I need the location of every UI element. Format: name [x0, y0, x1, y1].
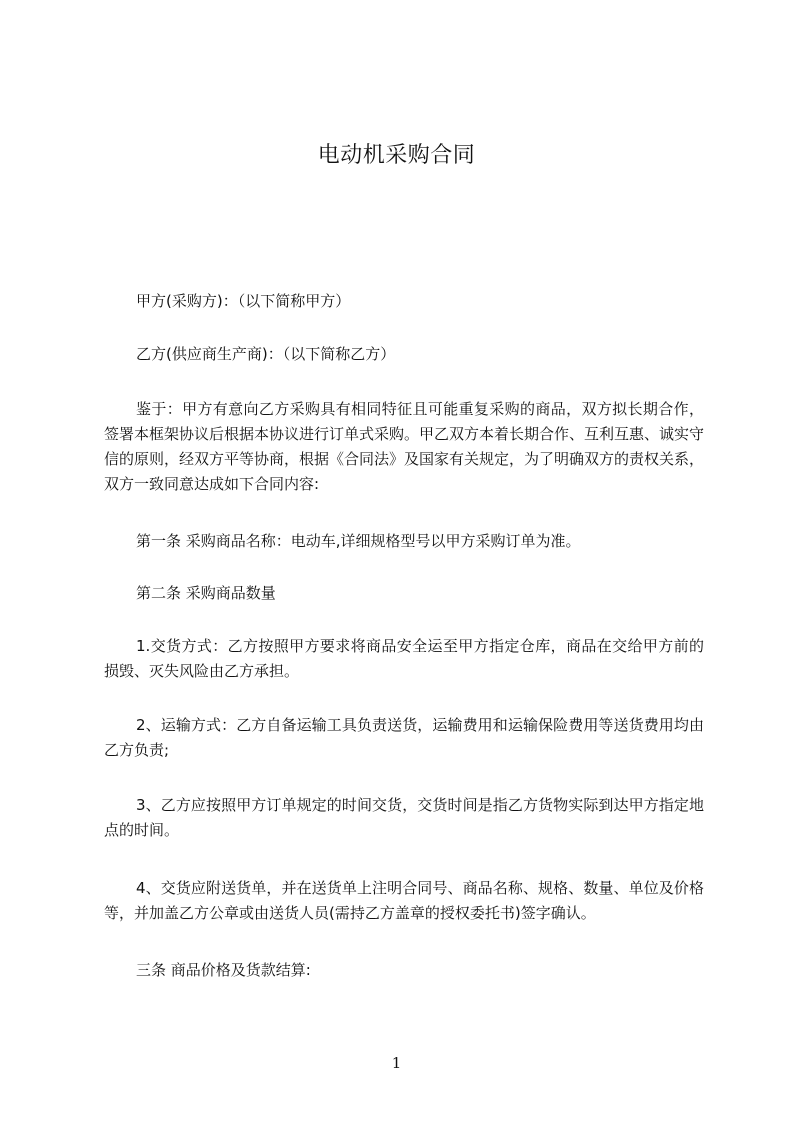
delivery-note-item: 4、交货应附送货单，并在送货单上注明合同号、商品名称、规格、数量、单位及价格等，并加盖乙方公章或由送货人员(需持乙方盖章的授权委托书)签字确认。	[104, 879, 704, 922]
party-a-line: 甲方(采购方)：（以下简称甲方）	[136, 292, 351, 310]
delivery-method-item: 1.交货方式：乙方按照甲方要求将商品安全运至甲方指定仓库，商品在交给甲方前的损毁、灭失风险由乙方承担。	[104, 637, 704, 680]
transport-method-item: 2、运输方式：乙方自备运输工具负责送货，运输费用和运输保险费用等送货费用均由乙方负责;	[104, 716, 704, 759]
page-number: 1	[391, 1054, 402, 1072]
article-2-heading: 第二条 采购商品数量	[136, 584, 276, 602]
party-b-line: 乙方(供应商生产商)：（以下简称乙方）	[136, 345, 396, 363]
article-1: 第一条 采购商品名称：电动车,详细规格型号以甲方采购订单为准。	[136, 532, 581, 550]
preamble-paragraph: 鉴于：甲方有意向乙方采购具有相同特征且可能重复采购的商品，双方拟长期合作，签署本框架协议后根据本协议进行订单式采购。甲乙双方本着长期合作、互利互惠、诚实守信的原则，经双方平等协商，根据《合同法》及国家有关规定，为了明确双方的责权关系，双方一致同意达成如下合同内容:	[104, 400, 705, 493]
article-3-heading: 三条 商品价格及货款结算:	[136, 961, 311, 979]
document-title: 电动机采购合同	[317, 143, 476, 168]
delivery-time-item: 3、乙方应按照甲方订单规定的时间交货，交货时间是指乙方货物实际到达甲方指定地点的时间。	[104, 796, 704, 839]
